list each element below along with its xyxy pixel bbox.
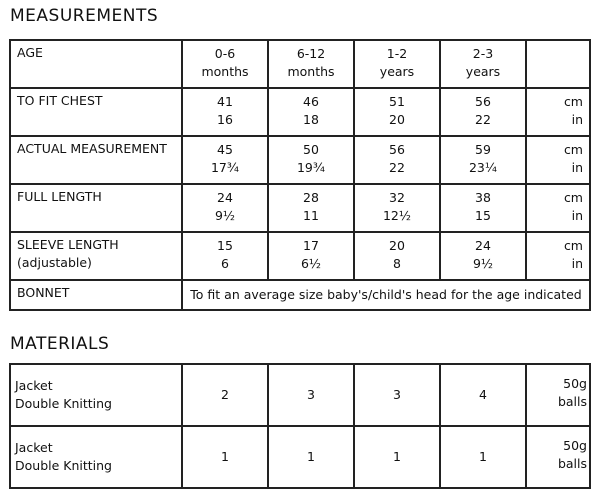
material-quantity: 1 (354, 426, 440, 488)
unit-cell: cm in (526, 136, 590, 184)
measurement-row-sleeve (10, 232, 590, 280)
age-header-cell: 2-3 years (440, 40, 526, 88)
value-cell: 28 11 (268, 184, 354, 232)
value-cell: 46 18 (268, 88, 354, 136)
measurement-row-chest (10, 88, 590, 136)
empty-unit-cell (526, 40, 590, 88)
unit-cell: cm in (526, 232, 590, 280)
material-quantity: 3 (268, 364, 354, 426)
measurement-row-actual (10, 136, 590, 184)
material-unit: 50g balls (526, 364, 590, 426)
value-cell: 50 19¾ (268, 136, 354, 184)
age-row (10, 40, 590, 88)
measurements-heading: MEASUREMENTS (10, 6, 159, 26)
age-header-cell: 1-2 years (354, 40, 440, 88)
value-cell: 51 20 (354, 88, 440, 136)
value-cell: 15 6 (182, 232, 268, 280)
row-label: SLEEVE LENGTH (adjustable) (10, 232, 182, 280)
material-quantity: 4 (440, 364, 526, 426)
material-quantity: 1 (182, 426, 268, 488)
value-cell: 20 8 (354, 232, 440, 280)
bonnet-note: To fit an average size baby's/child's head for the age indicated (182, 280, 590, 310)
material-quantity: 1 (440, 426, 526, 488)
materials-table (9, 363, 591, 489)
material-name: Jacket Double Knitting (10, 364, 182, 426)
unit-cell: cm in (526, 88, 590, 136)
unit-cell: cm in (526, 184, 590, 232)
bonnet-label: BONNET (10, 280, 182, 310)
material-row (10, 364, 590, 426)
row-label: FULL LENGTH (10, 184, 182, 232)
measurements-table (9, 39, 591, 311)
value-cell: 56 22 (354, 136, 440, 184)
bonnet-row (10, 280, 590, 310)
material-quantity: 2 (182, 364, 268, 426)
row-label: ACTUAL MEASUREMENT (10, 136, 182, 184)
materials-heading: MATERIALS (10, 334, 110, 354)
value-cell: 38 15 (440, 184, 526, 232)
value-cell: 24 9½ (182, 184, 268, 232)
value-cell: 56 22 (440, 88, 526, 136)
value-cell: 32 12½ (354, 184, 440, 232)
value-cell: 45 17¾ (182, 136, 268, 184)
age-header-cell: 6-12 months (268, 40, 354, 88)
material-name: Jacket Double Knitting (10, 426, 182, 488)
value-cell: 59 23¼ (440, 136, 526, 184)
value-cell: 41 16 (182, 88, 268, 136)
material-unit: 50g balls (526, 426, 590, 488)
row-label: TO FIT CHEST (10, 88, 182, 136)
material-quantity: 3 (354, 364, 440, 426)
measurement-row-length (10, 184, 590, 232)
material-row (10, 426, 590, 488)
value-cell: 24 9½ (440, 232, 526, 280)
age-header-cell: 0-6 months (182, 40, 268, 88)
material-quantity: 1 (268, 426, 354, 488)
age-label: AGE (10, 40, 182, 88)
value-cell: 17 6½ (268, 232, 354, 280)
